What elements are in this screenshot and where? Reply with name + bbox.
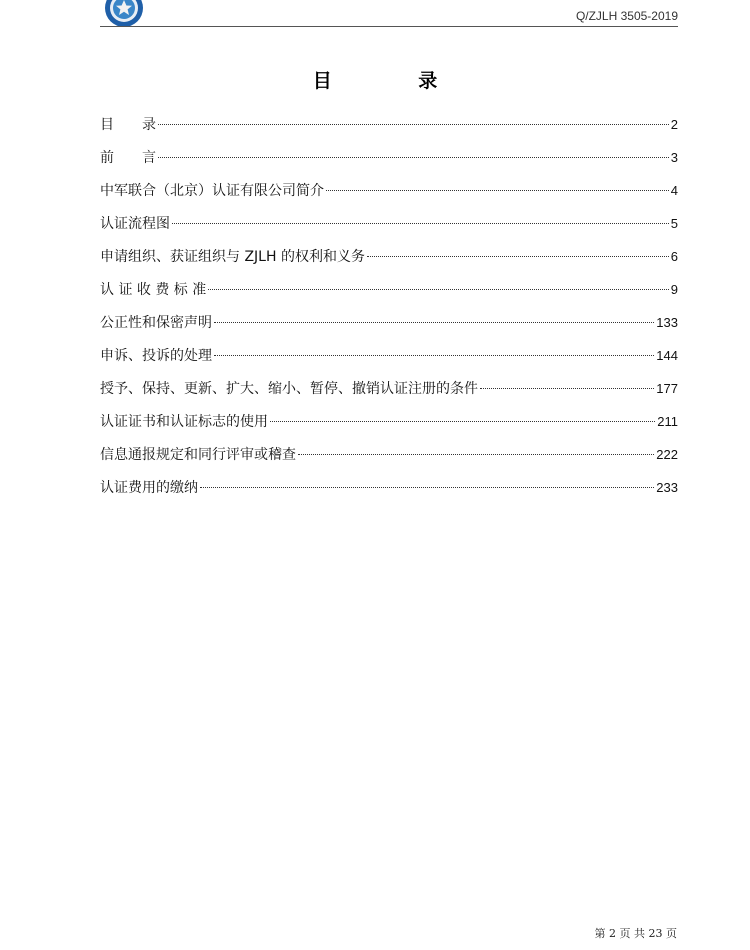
toc-entry-fee-payment[interactable] [100, 477, 678, 510]
toc-entry-label: 申诉、投诉的处理 [100, 348, 212, 364]
toc-entry-label: 目 录 [100, 117, 156, 133]
toc-entry-label: 认 证 收 费 标 准 [100, 282, 207, 298]
header-divider [100, 26, 678, 27]
toc-entry-label: 公正性和保密声明 [100, 315, 212, 331]
toc-dot-leader [270, 421, 655, 422]
toc-dot-leader [480, 388, 654, 389]
toc-dot-leader [208, 289, 669, 290]
toc-entry-page: 133 [656, 315, 678, 330]
toc-entry-certificate-mark-use[interactable] [100, 411, 678, 444]
toc-entry-label: 中军联合（北京）认证有限公司简介 [100, 183, 324, 199]
toc-entry-impartiality-statement[interactable] [100, 312, 678, 345]
toc-dot-leader [214, 355, 654, 356]
toc-entry-fee-standard[interactable] [100, 279, 678, 312]
toc-entry-label: 授予、保持、更新、扩大、缩小、暂停、撤销认证注册的条件 [100, 381, 478, 397]
toc-entry-registration-conditions[interactable] [100, 378, 678, 411]
toc-entry-page: 2 [670, 117, 678, 132]
toc-dot-leader [367, 256, 669, 257]
toc-dot-leader [326, 190, 669, 191]
table-of-contents [100, 114, 678, 510]
toc-title: 目 录 [312, 70, 478, 92]
toc-entry-page: 5 [670, 216, 678, 231]
toc-entry-page: 233 [656, 480, 678, 495]
toc-dot-leader [158, 157, 669, 158]
toc-entry-page: 144 [656, 348, 678, 363]
toc-entry-foreword[interactable] [100, 147, 678, 180]
toc-dot-leader [158, 124, 669, 125]
toc-entry-certification-flowchart[interactable] [100, 213, 678, 246]
toc-entry-page: 6 [670, 249, 678, 264]
toc-dot-leader [214, 322, 654, 323]
logo-emblem-icon [104, 0, 144, 26]
toc-entry-label: 认证费用的缴纳 [100, 480, 198, 496]
toc-entry-page: 9 [670, 282, 678, 297]
toc-entry-label: 认证证书和认证标志的使用 [100, 414, 268, 430]
company-logo [104, 0, 144, 26]
document-code: Q/ZJLH 3505-2019 [575, 9, 678, 23]
toc-entry-label: 信息通报规定和同行评审或稽查 [100, 447, 296, 463]
toc-entry-label: 申请组织、获证组织与 ZJLH 的权利和义务 [100, 249, 365, 265]
toc-entry-page: 177 [656, 381, 678, 396]
toc-dot-leader [298, 454, 654, 455]
toc-dot-leader [200, 487, 654, 488]
page-number-footer: 第 2 页 共 23 页 [594, 927, 677, 940]
toc-entry-information-notification[interactable] [100, 444, 678, 477]
toc-entry-page: 222 [656, 447, 678, 462]
toc-entry-appeals-complaints[interactable] [100, 345, 678, 378]
toc-entry-contents[interactable] [100, 114, 678, 147]
toc-entry-label: 前 言 [100, 150, 156, 166]
toc-dot-leader [172, 223, 669, 224]
toc-entry-page: 211 [657, 414, 678, 429]
toc-entry-label: 认证流程图 [100, 216, 170, 232]
toc-entry-page: 4 [670, 183, 678, 198]
toc-entry-company-intro[interactable] [100, 180, 678, 213]
toc-entry-rights-obligations[interactable] [100, 246, 678, 279]
toc-entry-page: 3 [670, 150, 678, 165]
